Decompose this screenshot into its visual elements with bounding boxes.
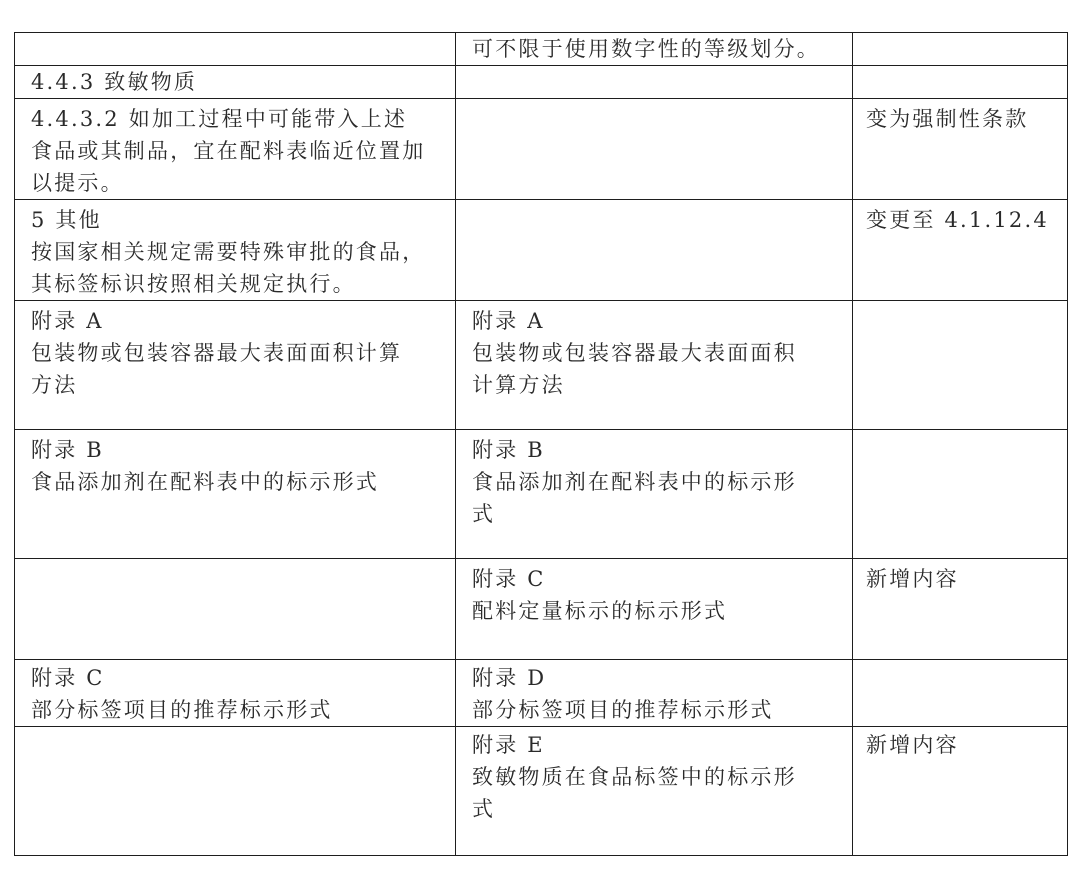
remark-cell [853,430,1068,559]
row-allergen-4-4-3-2 [15,99,1068,200]
cell-text-line: 式 [472,502,496,526]
cell-text-line: 可不限于使用数字性的等级划分。 [472,37,820,61]
remark-cell [853,301,1068,430]
cell-text-line: 4.4.3.2 如加工过程中可能带入上述 [31,107,408,131]
cell-text-line: 其标签标识按照相关规定执行。 [31,272,356,296]
cell-text-line: 食品或其制品，宜在配料表临近位置加 [31,139,426,163]
old-standard-cell [15,66,456,99]
remark-cell [853,660,1068,727]
row-appendix-b [15,430,1068,559]
cell-text-line: 部分标签项目的推荐标示形式 [31,698,333,722]
cell-text-line: 变更至 4.1.12.4 [866,208,1049,232]
remark-cell [853,99,1068,200]
old-standard-cell [15,33,456,66]
cell-text-line: 附录 E [472,733,545,757]
cell-text-line: 新增内容 [866,733,959,757]
old-standard-cell [15,99,456,200]
comparison-table-body [15,33,1068,856]
new-standard-cell [456,430,853,559]
row-appendix-e-new [15,727,1068,856]
new-standard-cell [456,66,853,99]
new-standard-cell [456,727,853,856]
cell-text-line: 包装物或包装容器最大表面面积计算 [31,341,403,365]
new-standard-cell [456,660,853,727]
cell-text-line: 配料定量标示的标示形式 [472,599,728,623]
row-rating-continuation [15,33,1068,66]
remark-cell [853,66,1068,99]
cell-text-line: 方法 [31,373,78,397]
row-allergen-heading [15,66,1068,99]
remark-cell [853,559,1068,660]
cell-text-line: 包装物或包装容器最大表面面积 [472,341,797,365]
old-standard-cell [15,200,456,301]
row-appendix-c-d [15,660,1068,727]
new-standard-cell [456,33,853,66]
old-standard-cell [15,430,456,559]
cell-text-line: 部分标签项目的推荐标示形式 [472,698,774,722]
cell-text-line: 变为强制性条款 [866,107,1029,131]
cell-text-line: 食品添加剂在配料表中的标示形式 [31,470,379,494]
remark-cell [853,727,1068,856]
cell-text-line: 4.4.3 致敏物质 [31,70,198,94]
cell-text-line: 附录 A [472,309,545,333]
cell-text-line: 附录 C [472,567,546,591]
cell-text-line: 新增内容 [866,567,959,591]
cell-text-line: 附录 B [472,438,545,462]
remark-cell [853,200,1068,301]
cell-text-line: 式 [472,797,496,821]
remark-cell [853,33,1068,66]
cell-text-line: 致敏物质在食品标签中的标示形 [472,765,797,789]
old-standard-cell [15,301,456,430]
cell-text-line: 食品添加剂在配料表中的标示形 [472,470,797,494]
comparison-table [14,32,1068,856]
row-appendix-c-new [15,559,1068,660]
cell-text-line: 附录 A [31,309,104,333]
new-standard-cell [456,99,853,200]
row-appendix-a [15,301,1068,430]
cell-text-line: 计算方法 [472,373,565,397]
new-standard-cell [456,559,853,660]
old-standard-cell [15,660,456,727]
old-standard-cell [15,727,456,856]
new-standard-cell [456,200,853,301]
cell-text-line: 以提示。 [31,171,124,195]
cell-text-line: 5 其他 [31,208,102,232]
new-standard-cell [456,301,853,430]
cell-text-line: 附录 D [472,666,547,690]
row-other-section-5 [15,200,1068,301]
cell-text-line: 附录 C [31,666,105,690]
cell-text-line: 按国家相关规定需要特殊审批的食品， [31,240,426,264]
cell-text-line: 附录 B [31,438,104,462]
old-standard-cell [15,559,456,660]
